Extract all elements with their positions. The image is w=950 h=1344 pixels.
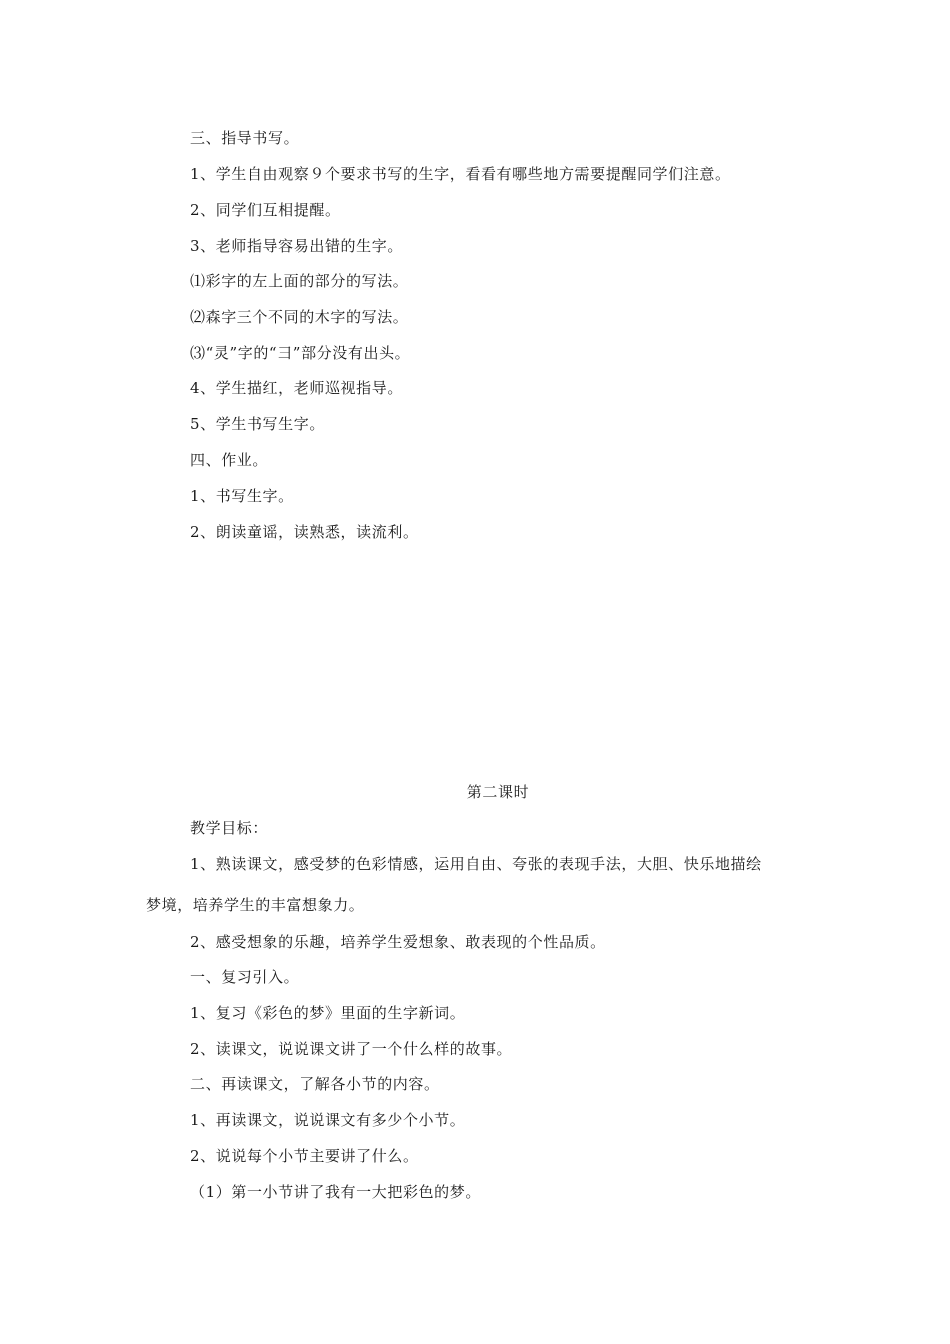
paragraph: 1、书写生字。 xyxy=(190,487,294,505)
paragraph-continuation: 梦境，培养学生的丰富想象力。 xyxy=(146,896,365,914)
paragraph: 2、同学们互相提醒。 xyxy=(190,201,341,219)
section-heading-review: 一、复习引入。 xyxy=(190,968,300,986)
paragraph: 1、熟读课文，感受梦的色彩情感，运用自由、夸张的表现手法，大胆、快乐地描绘 xyxy=(190,855,762,873)
paragraph-sub-item: ⑴彩字的左上面的部分的写法。 xyxy=(190,272,409,290)
section-heading-homework: 四、作业。 xyxy=(190,451,269,469)
paragraph: 5、学生书写生字。 xyxy=(190,415,325,433)
paragraph: 2、朗读童谣，读熟悉，读流利。 xyxy=(190,523,419,541)
paragraph-sub-item: ⑶“灵”字的“彐”部分没有出头。 xyxy=(190,344,411,362)
paragraph: 3、老师指导容易出错的生字。 xyxy=(190,237,403,255)
paragraph: 4、学生描红，老师巡视指导。 xyxy=(190,379,403,397)
lesson-title: 第二课时 xyxy=(466,783,530,801)
paragraph-sub-item: ⑵森字三个不同的木字的写法。 xyxy=(190,308,409,326)
section-heading-writing: 三、指导书写。 xyxy=(190,129,300,147)
paragraph: 1、再读课文，说说课文有多少个小节。 xyxy=(190,1111,466,1129)
paragraph: 2、说说每个小节主要讲了什么。 xyxy=(190,1147,419,1165)
section-heading-reread: 二、再读课文，了解各小节的内容。 xyxy=(190,1075,440,1093)
paragraph: 1、复习《彩色的梦》里面的生字新词。 xyxy=(190,1004,466,1022)
paragraph: 1、学生自由观察９个要求书写的生字，看看有哪些地方需要提醒同学们注意。 xyxy=(190,165,731,183)
paragraph: 2、读课文，说说课文讲了一个什么样的故事。 xyxy=(190,1040,513,1058)
teaching-goals-heading: 教学目标： xyxy=(190,819,269,837)
paragraph-sub-item: （1）第一小节讲了我有一大把彩色的梦。 xyxy=(190,1183,481,1201)
paragraph: 2、感受想象的乐趣，培养学生爱想象、敢表现的个性品质。 xyxy=(190,933,606,951)
